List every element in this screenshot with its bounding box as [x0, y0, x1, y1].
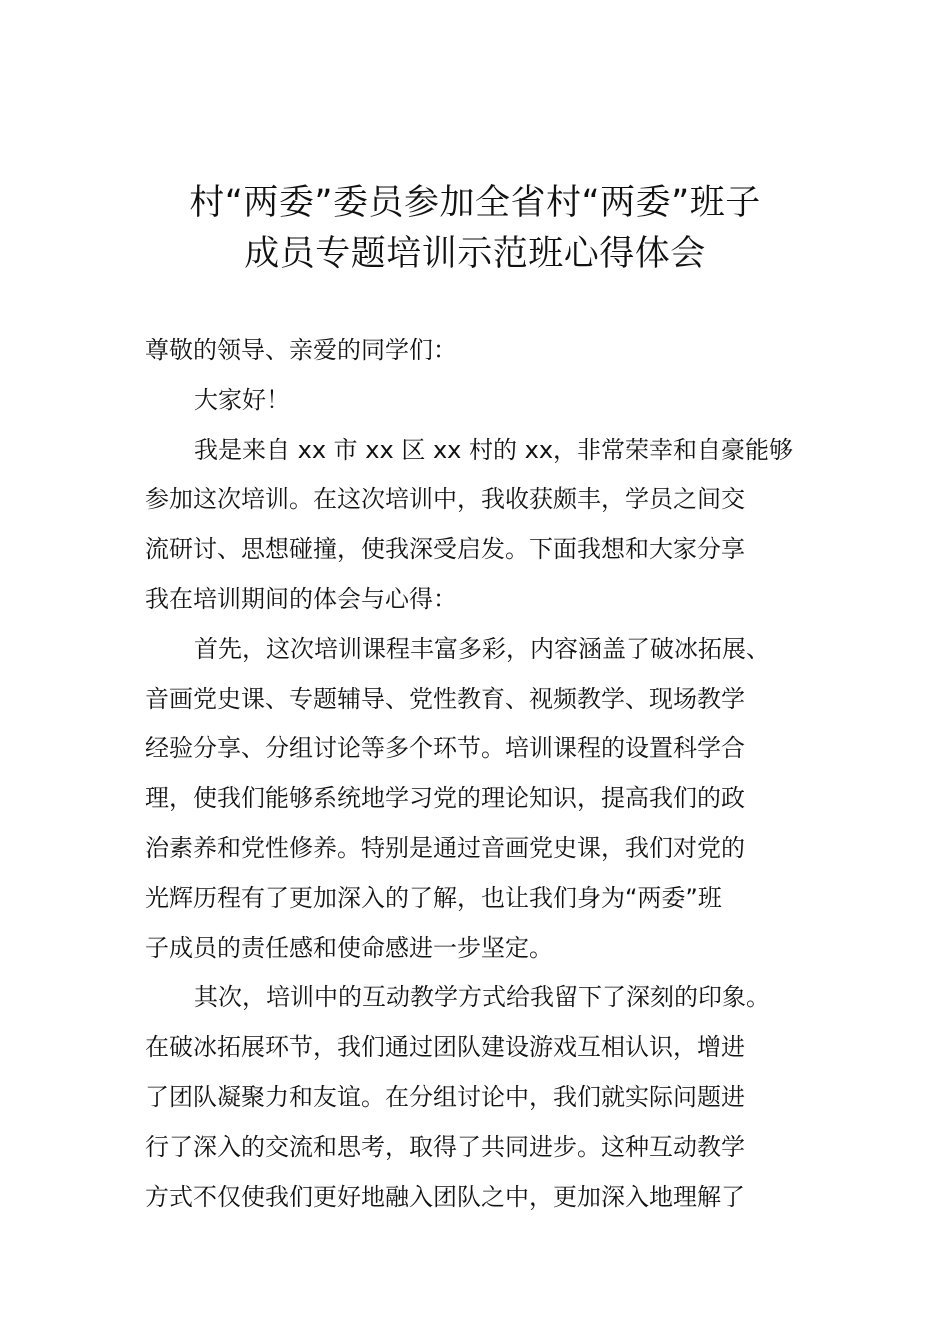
paragraph-line: 了团队凝聚力和友谊。在分组讨论中，我们就实际问题进: [145, 1082, 745, 1111]
salutation: 尊敬的领导、亲爱的同学们：: [145, 336, 457, 364]
paragraph-line: 治素养和党性修养。特别是通过音画党史课，我们对党的: [145, 833, 745, 862]
paragraph-line: 行了深入的交流和思考，取得了共同进步。这种互动教学: [145, 1132, 745, 1161]
title-line: 成员专题培训示范班心得体会: [244, 234, 706, 274]
paragraph-line: 我在培训期间的体会与心得：: [145, 584, 457, 613]
paragraph-line: 光辉历程有了更加深入的了解，也让我们身为“两委”班: [145, 883, 722, 912]
title-line: 村“两委”委员参加全省村“两委”班子: [189, 183, 761, 223]
paragraph-line: 首先，这次培训课程丰富多彩，内容涵盖了破冰拓展、: [194, 634, 770, 663]
paragraph-line: 方式不仅使我们更好地融入团队之中，更加深入地理解了: [145, 1182, 745, 1211]
paragraph-line: 在破冰拓展环节，我们通过团队建设游戏互相认识，增进: [145, 1033, 745, 1062]
greeting: 大家好！: [194, 385, 290, 414]
document-title: [100, 178, 850, 280]
paragraph-line: 子成员的责任感和使命感进一步坚定。: [145, 933, 553, 962]
paragraph-line: 经验分享、分组讨论等多个环节。培训课程的设置科学合: [145, 734, 745, 763]
paragraph-line: 其次，培训中的互动教学方式给我留下了深刻的印象。: [194, 983, 770, 1012]
paragraph-line: 音画党史课、专题辅导、党性教育、视频教学、现场教学: [145, 684, 745, 713]
document-body: [145, 326, 825, 1222]
paragraph-2: [145, 625, 825, 974]
paragraph-line: 参加这次培训。在这次培训中，我收获颇丰，学员之间交: [145, 485, 745, 514]
paragraph-line: 流研讨、思想碰撞，使我深受启发。下面我想和大家分享: [145, 535, 745, 564]
paragraph-line: 理，使我们能够系统地学习党的理论知识，提高我们的政: [145, 784, 745, 813]
paragraph-line: 我是来自 xx 市 xx 区 xx 村的 xx，非常荣幸和自豪能够: [194, 435, 794, 464]
paragraph-1: [145, 426, 825, 625]
paragraph-3: [145, 973, 825, 1222]
